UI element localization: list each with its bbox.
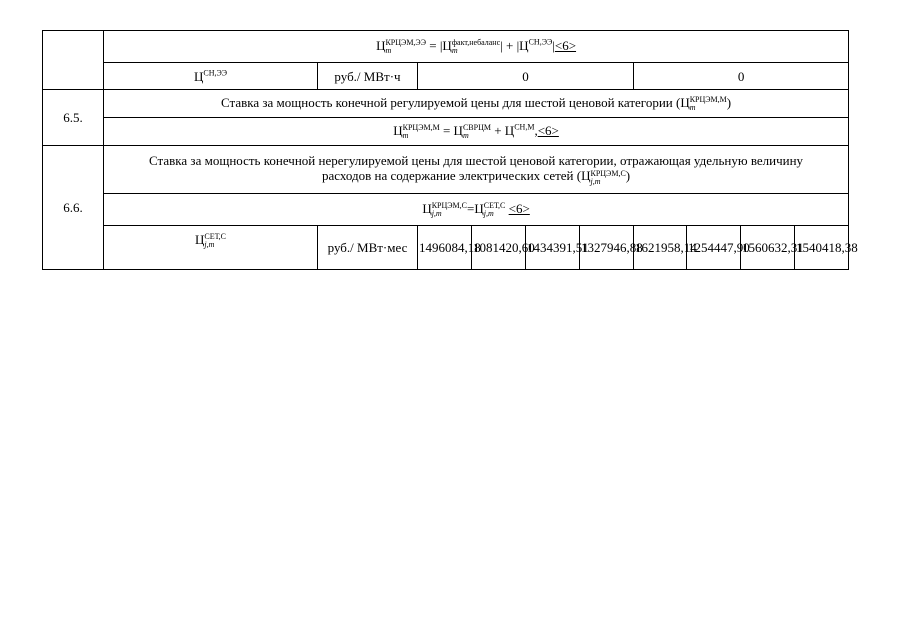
tariff-table: [42, 30, 858, 270]
table-row: [43, 118, 849, 146]
table-row: [43, 63, 849, 90]
formula-krcem-ee: Ц КРЦЭМ,ЭЭ m = |Ц факт,небаланс m | + $|Ц^{СН,ЭЭ}|<6>$: [104, 31, 849, 63]
value-cell: 1434391,51: [526, 226, 580, 270]
param-symbol: Ц СЕТ,С j,m: [104, 226, 318, 270]
value-cell: 1081420,60: [472, 226, 526, 270]
table-row: [43, 194, 849, 226]
param-symbol: $Ц^{СН,ЭЭ}$: [104, 63, 318, 90]
table-row: [43, 146, 849, 194]
formula-krcem-m: Ц КРЦЭМ,М m = Ц СВРЦМ m + $Ц^{СН,М},<6>$: [104, 118, 849, 146]
value-cell: 1540418,38: [795, 226, 849, 270]
table-row: [43, 31, 849, 63]
footnote-link[interactable]: <6>: [554, 37, 577, 53]
unit-cell: руб./ МВт·ч: [318, 63, 418, 90]
value-cell: 0: [634, 63, 849, 90]
table-row: [43, 226, 849, 270]
table-row: [43, 90, 849, 118]
footnote-link[interactable]: <6>: [508, 200, 530, 216]
row-description: Ставка за мощность конечной регулируемой цены для шестой ценовой категории (Ц КРЦЭМ,М m ): [104, 90, 849, 118]
value-cell: 1496084,18: [418, 226, 472, 270]
row-number: 6.6.: [43, 146, 104, 270]
value-cell: 0: [418, 63, 634, 90]
footnote-link[interactable]: <6>: [537, 122, 559, 138]
formula-krcem-c: Ц КРЦЭМ,С j,m =Ц СЕТ,С j,m <6>: [104, 194, 849, 226]
row-description: Ставка за мощность конечной нерегулируемой цены для шестой ценовой категории, отражающая удельную величину расходов на содержание электрических сетей (Ц КРЦЭМ,С j,m ): [104, 146, 849, 194]
empty-number-cell: [43, 31, 104, 90]
value-cell: 1621958,14: [634, 226, 687, 270]
value-cell: 1560632,31: [741, 226, 795, 270]
row-number: 6.5.: [43, 90, 104, 146]
value-cell: 1254447,90: [687, 226, 741, 270]
unit-cell: руб./ МВт·мес: [318, 226, 418, 270]
value-cell: 1327946,88: [580, 226, 634, 270]
